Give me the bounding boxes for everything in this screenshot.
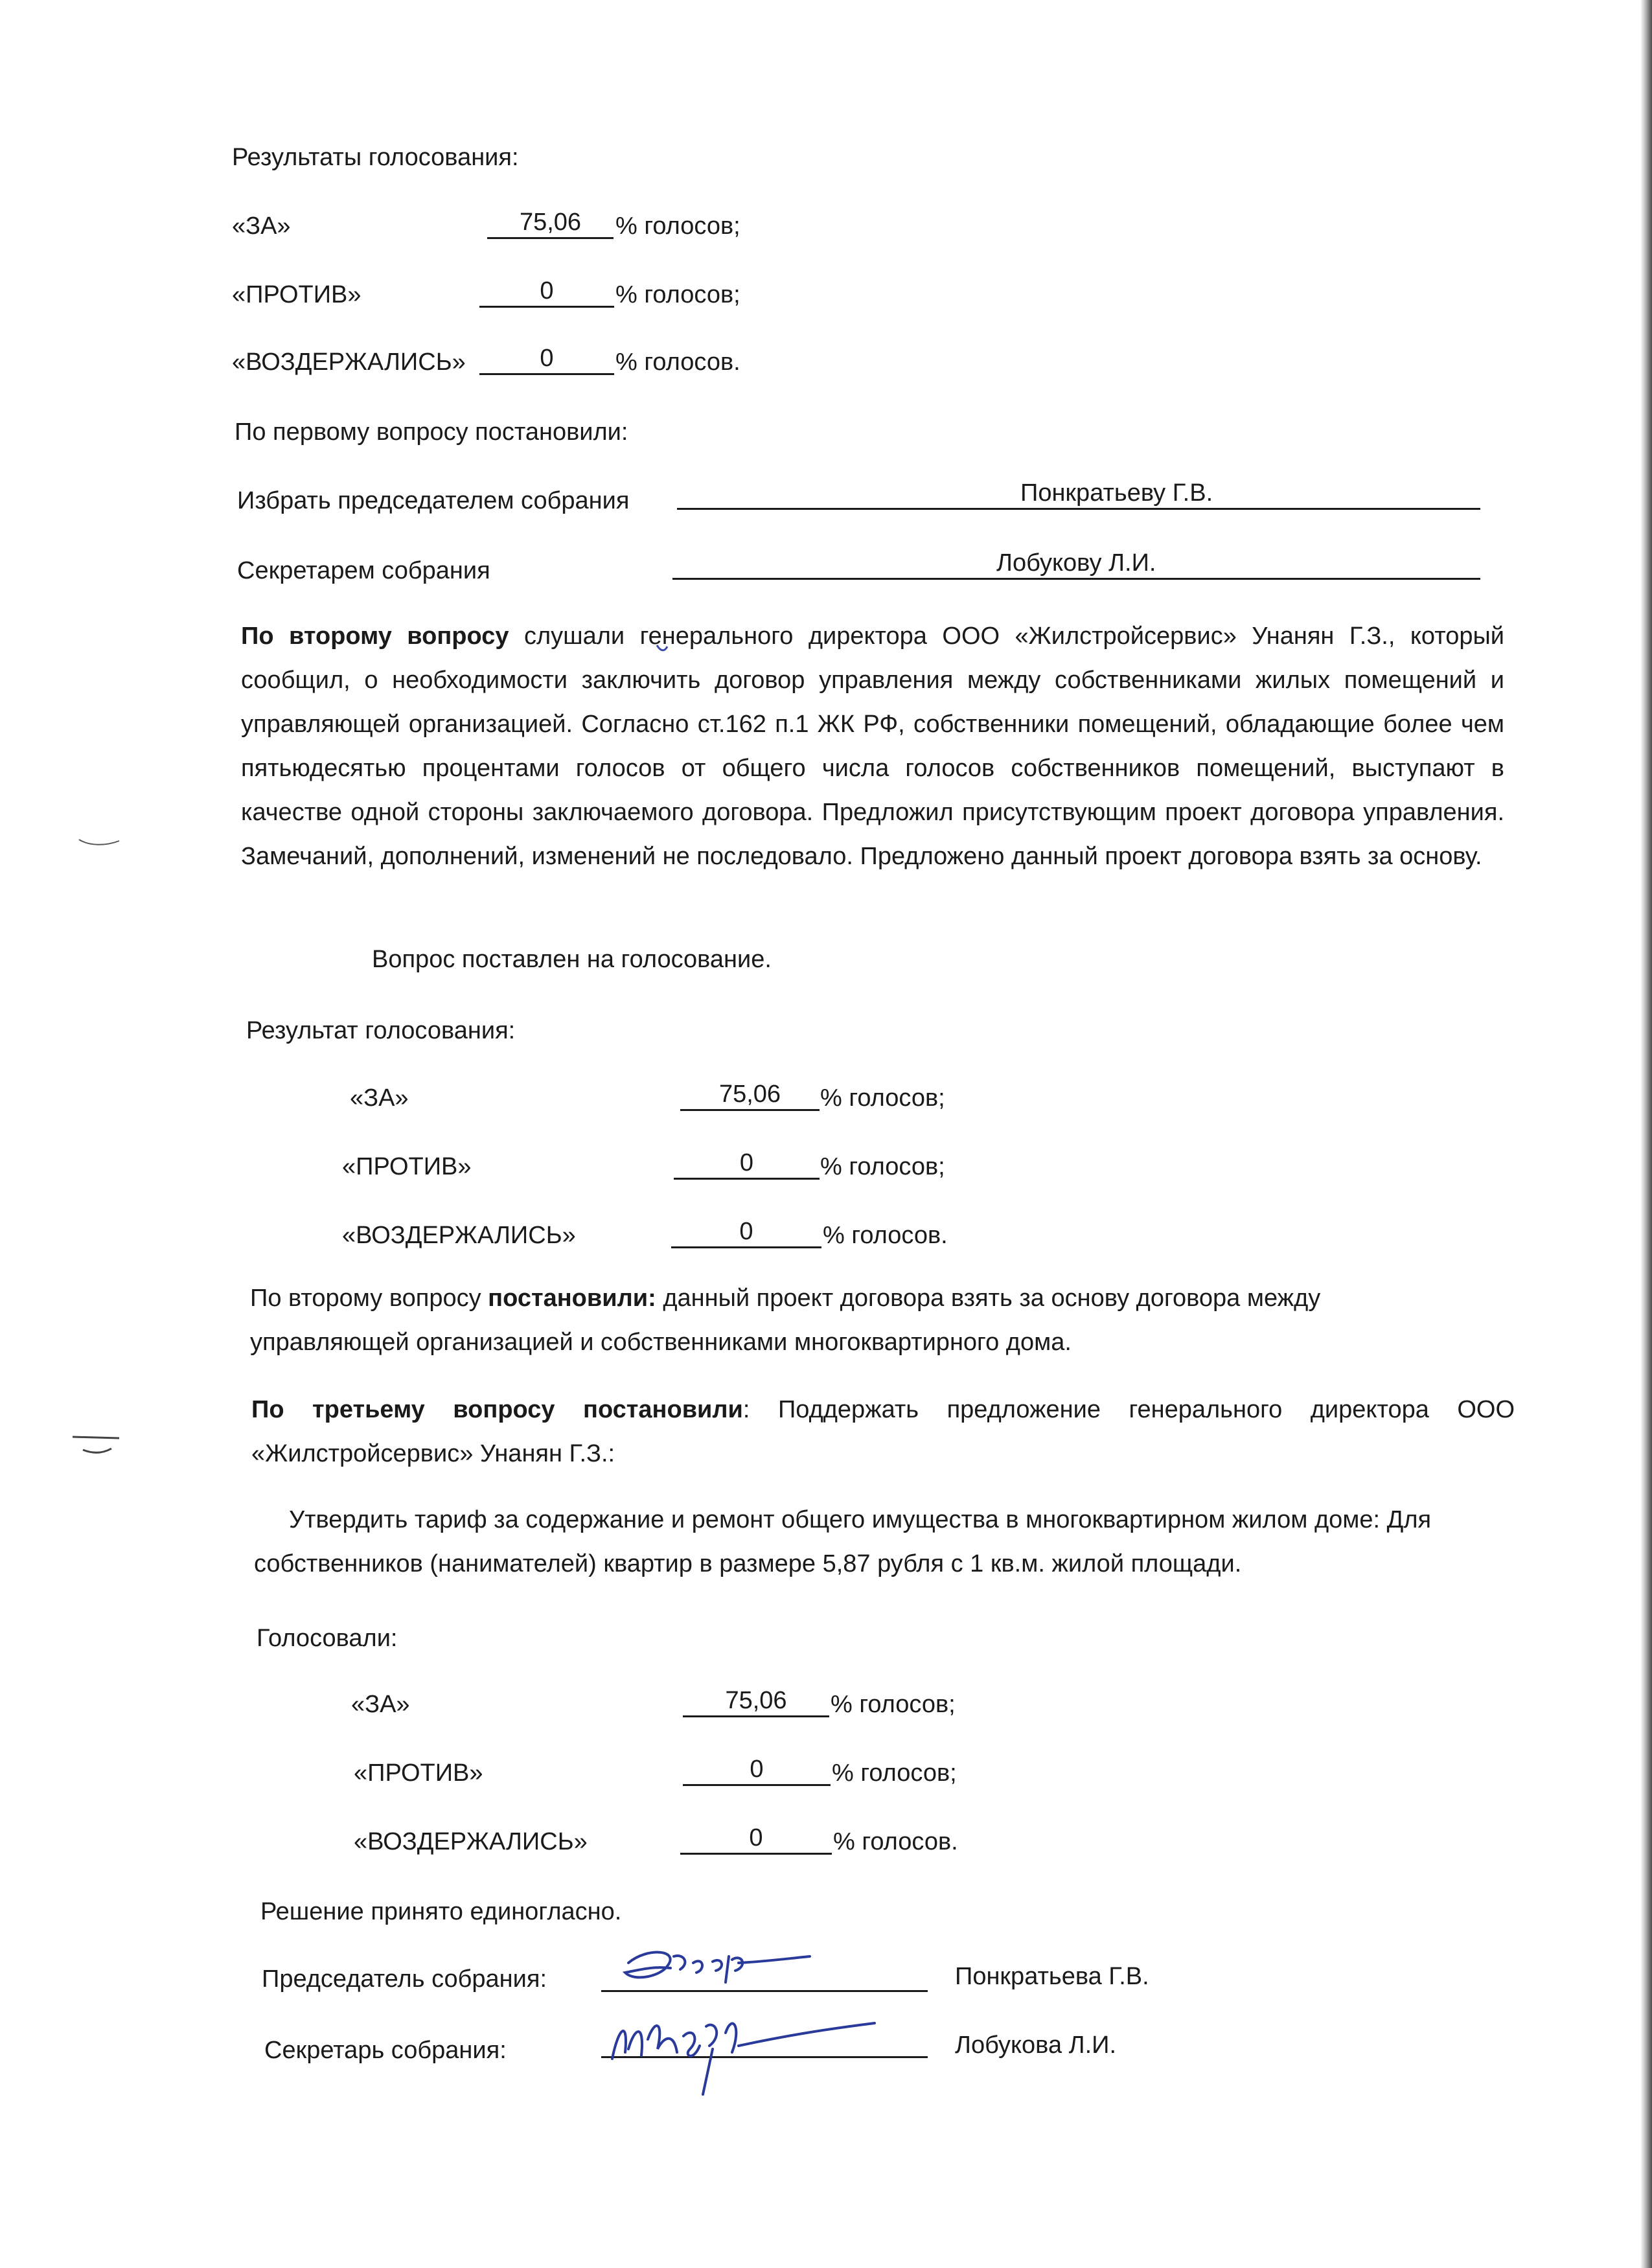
q1-decided-heading: По первому вопросу постановили: (235, 418, 628, 446)
q3-vote-for-value: 75,06 (683, 1686, 829, 1717)
q2-decision (250, 1276, 1468, 1364)
q1-vote-for-suffix: % голосов; (615, 212, 740, 240)
q1-vote-against-value: 0 (479, 276, 614, 308)
q3-vote-for-label: «ЗА» (351, 1691, 410, 1718)
q1-vote-for-label: «ЗА» (232, 212, 291, 240)
q1-secretary-name: Лобукову Л.И. (672, 548, 1480, 580)
q1-secretary-label: Секретарем собрания (237, 557, 490, 584)
secretary-signature-image (602, 2000, 888, 2098)
q3-lead: По третьему вопросу постановили (251, 1396, 743, 1423)
scan-mark (76, 836, 122, 849)
q3-vote-against-value: 0 (683, 1754, 831, 1786)
q2-results-heading: Результат голосования: (246, 1017, 516, 1044)
q3-paragraph (251, 1388, 1515, 1476)
q2-lead: По второму вопросу (241, 623, 509, 650)
q2-vote-against-value: 0 (674, 1148, 820, 1180)
q2-decision-text: данный проект договора взять за основу договора между управляющей организацией и собственниками многоквартирного дома. (250, 1285, 1321, 1356)
q2-vote-against-label: «ПРОТИВ» (342, 1153, 472, 1180)
q3-body: : Поддержать предложение генерального директора ООО «Жилстройсервис» Унанян Г.З.: (251, 1396, 1515, 1467)
q3-vote-abstain-label: «ВОЗДЕРЖАЛИСЬ» (354, 1828, 588, 1855)
q2-vote-for-label: «ЗА» (350, 1084, 409, 1112)
q2-vote-against-suffix: % голосов; (820, 1153, 945, 1180)
unanimous-note: Решение принято единогласно. (260, 1898, 622, 1925)
footer-secretary-name: Лобукова Л.И. (955, 2032, 1117, 2059)
footer-chair-name: Понкратьева Г.В. (955, 1963, 1149, 1990)
q1-vote-abstain-suffix: % голосов. (615, 349, 740, 376)
q2-vote-for-suffix: % голосов; (820, 1084, 945, 1112)
q1-vote-abstain-value: 0 (479, 343, 614, 375)
q2-decision-prefix: По второму вопросу (250, 1285, 481, 1312)
q2-vote-for-value: 75,06 (680, 1079, 820, 1111)
scan-mark (70, 1432, 122, 1458)
q3-vote-for-suffix: % голосов; (831, 1691, 956, 1718)
q2-decision-bold: постановили: (488, 1285, 656, 1312)
q1-chair-name: Понкратьеву Г.В. (677, 478, 1480, 510)
footer-secretary-label: Секретарь собрания: (264, 2037, 507, 2064)
q2-vote-abstain-suffix: % голосов. (823, 1222, 948, 1249)
q2-vote-abstain-value: 0 (671, 1217, 821, 1248)
q3-voted-heading: Голосовали: (257, 1625, 398, 1652)
q1-results-heading: Результаты голосования: (232, 144, 519, 171)
q3-tariff: Утвердить тариф за содержание и ремонт общего имущества в многоквартирном жилом доме: Для собственников (нанимателей) квартир в размере 5,87 рубля с 1 кв.м. жилой площади. (254, 1506, 1432, 1577)
q3-vote-against-suffix: % голосов; (832, 1759, 957, 1787)
q2-vote-abstain-label: «ВОЗДЕРЖАЛИСЬ» (342, 1222, 576, 1249)
scan-mark (654, 640, 670, 656)
q1-chair-label: Избрать председателем собрания (237, 487, 630, 514)
q2-body: слушали генерального директора ООО «Жилстройсервис» Унанян Г.З., который сообщил, о необходимости заключить договор управления между собственниками жилых помещений и управляющей организацией. Согласно ст.162 п.1 ЖК РФ, собственники помещений, обладающие более чем пятьюдесятью процентами голосов от общего числа голосов собственников помещений, выступают в качестве одной стороны заключаемого договора. Предложил присутствующим проект договора управления. Замечаний, дополнений, изменений не последовало. Предложено данный проект договора взять за основу. (241, 623, 1505, 870)
q3-vote-abstain-value: 0 (680, 1823, 832, 1855)
footer-chair-label: Председатель собрания: (262, 1965, 547, 1993)
q2-paragraph (241, 614, 1504, 878)
q2-put-to-vote: Вопрос поставлен на голосование. (372, 946, 772, 973)
q1-vote-against-label: «ПРОТИВ» (232, 281, 361, 308)
chair-signature-image (609, 1937, 829, 1995)
q3-vote-abstain-suffix: % голосов. (833, 1828, 958, 1855)
scan-edge (1640, 0, 1652, 2268)
q1-vote-for-value: 75,06 (487, 207, 614, 239)
q3-vote-against-label: «ПРОТИВ» (354, 1759, 483, 1787)
q1-vote-abstain-label: «ВОЗДЕРЖАЛИСЬ» (232, 349, 466, 376)
q1-vote-against-suffix: % голосов; (615, 281, 740, 308)
